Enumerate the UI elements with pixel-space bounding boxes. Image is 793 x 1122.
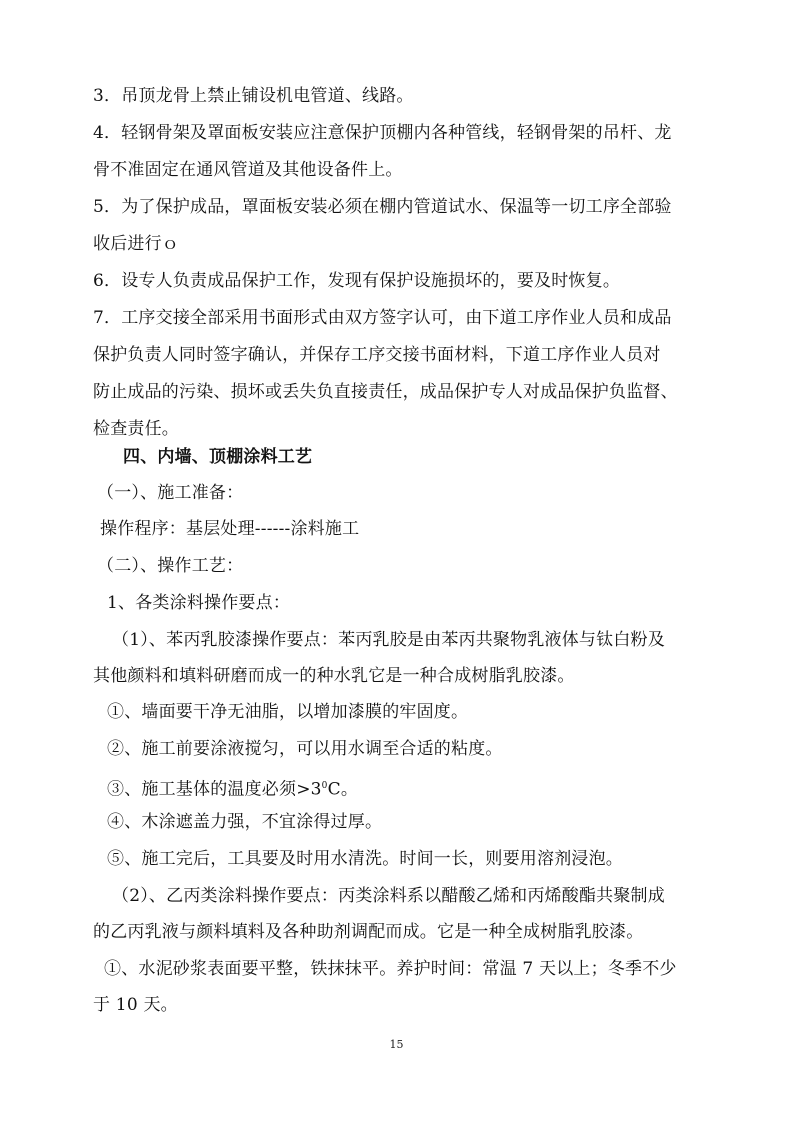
list-item: ①、墙面要干净无油脂，以增加漆膜的牢固度。 [107, 702, 469, 722]
subsection-heading: （一）、施工准备： [97, 483, 244, 503]
paragraph-line: 保护负责人同时签字确认，并保存工序交接书面材料，下道工序作业人员对 [93, 345, 661, 365]
paragraph-line: 检查责任。 [93, 419, 179, 439]
paragraph-line: 骨不准固定在通风管道及其他设备件上。 [93, 160, 403, 180]
paragraph-line: 7．工序交接全部采用书面形式由双方签字认可，由下道工序作业人员和成品 [93, 308, 672, 328]
subsection-heading: （二）、操作工艺： [97, 556, 244, 576]
list-item: ②、施工前要涂液搅匀，可以用水调至合适的粘度。 [107, 739, 503, 759]
list-item: ④、木涂遮盖力强，不宜涂得过厚。 [107, 812, 383, 832]
paragraph-line: 的乙丙乳液与颜料填料及各种助剂调配而成。它是一种全成树脂乳胶漆。 [93, 922, 644, 942]
temp-unit: C。 [327, 779, 359, 800]
paragraph-line: 其他颜料和填料研磨而成一的种水乳它是一种合成树脂乳胶漆。 [93, 666, 575, 686]
paragraph-line: 于 10 天。 [93, 995, 178, 1015]
paragraph-line: 6．设专人负责成品保护工作，发现有保护设施损坏的，要及时恢复。 [93, 271, 621, 291]
list-item: ⑤、施工完后，工具要及时用水清洗。时间一长，则要用溶剂浸泡。 [107, 849, 623, 869]
page-number: 15 [389, 1038, 404, 1051]
list-item-text: ③、施工基体的温度必须>3 [107, 779, 322, 800]
degree-sup: 0 [321, 781, 328, 791]
paragraph-line: （1）、苯丙乳胶漆操作要点：苯丙乳胶是由苯丙共聚物乳液体与钛白粉及 [112, 630, 665, 650]
paragraph-line: 防止成品的污染、损坏或丢失负直接责任，成品保护专人对成品保护负监督、 [93, 382, 678, 402]
paragraph-line: 3．吊顶龙骨上禁止铺设机电管道、线路。 [93, 86, 414, 106]
paragraph-line: 5．为了保护成品，罩面板安装必须在棚内管道试水、保温等一切工序全部验 [93, 197, 672, 217]
paragraph-line: 1、各类涂料操作要点： [107, 593, 291, 613]
section-heading: 四、内墙、顶棚涂料工艺 [123, 447, 313, 467]
list-item [107, 776, 358, 800]
list-item: ①、水泥砂浆表面要平整，铁抹抹平。养护时间：常温 7 天以上；冬季不少 [104, 959, 677, 979]
paragraph-line: 4．轻钢骨架及罩面板安装应注意保护顶棚内各种管线，轻钢骨架的吊杆、龙 [93, 123, 672, 143]
paragraph-line: 操作程序：基层处理------涂料施工 [100, 519, 360, 539]
paragraph-line: （2）、乙丙类涂料操作要点：丙类涂料系以醋酸乙烯和丙烯酸酯共聚制成 [112, 886, 665, 906]
paragraph-line: 收后进行ｏ [93, 234, 179, 254]
